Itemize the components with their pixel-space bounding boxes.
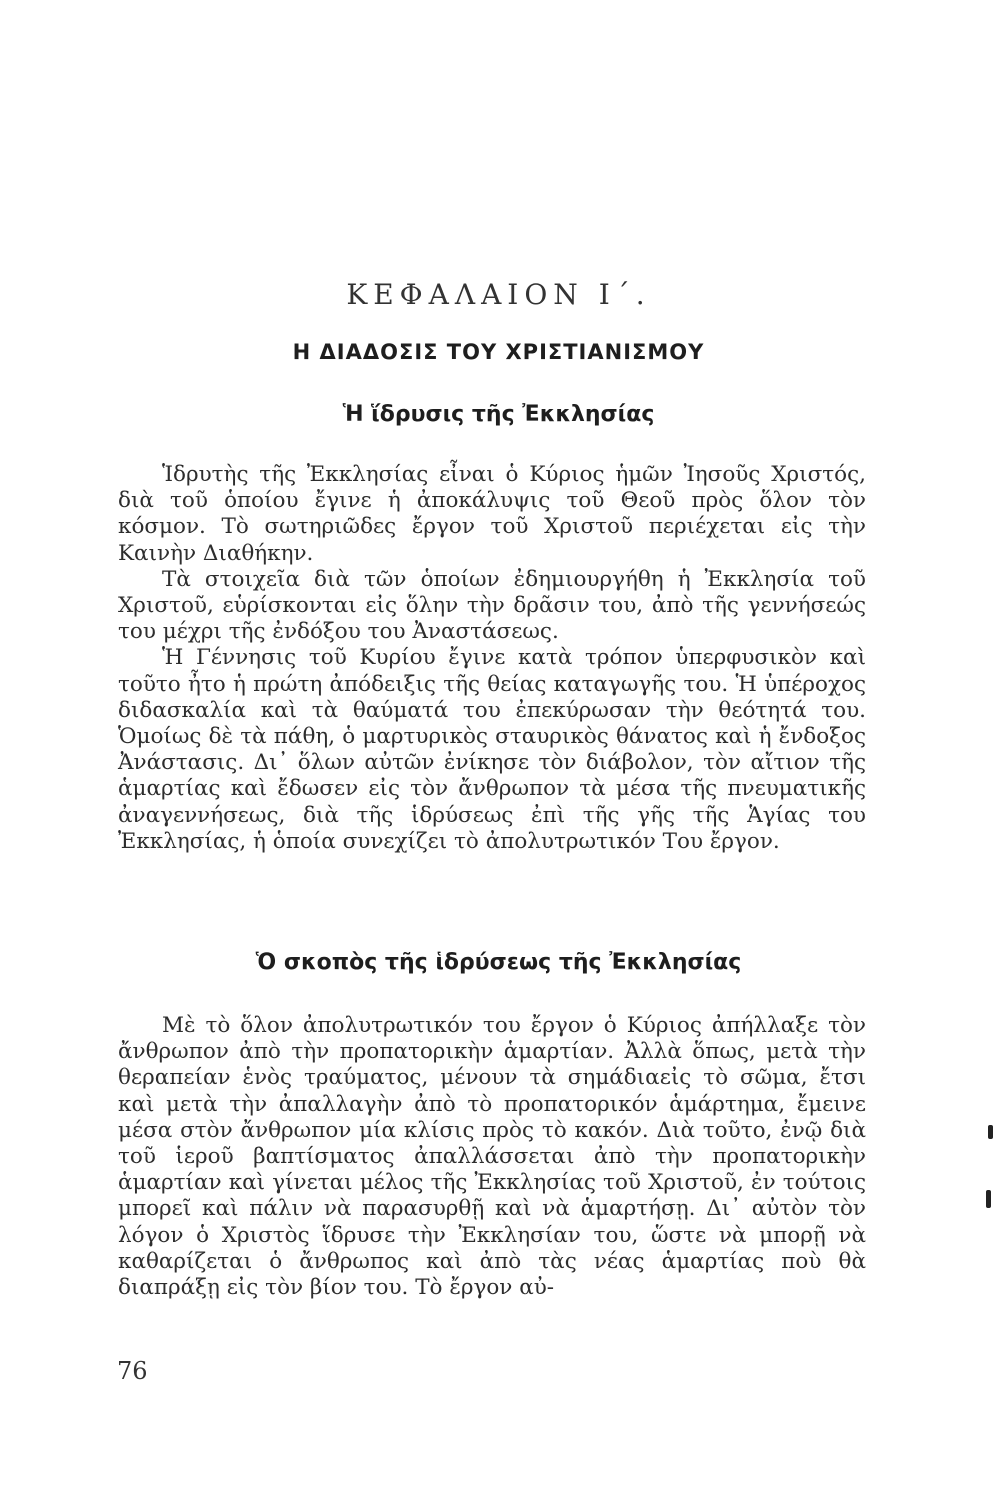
paragraph: Μὲ τὸ ὅλον ἀπολυτρωτικόν του ἔργον ὁ Κύριος ἀπήλλαξε τὸν ἄνθρωπον ἀπὸ τὴν προπατορικὴν ἁμαρτίαν. Ἀλλὰ ὅπως, μετὰ τὴν θεραπείαν ἑνὸς τραύματος, μένουν τὰ σημάδιαεἰς τὸ σῶμα, ἔτσι καὶ μετὰ τὴν ἀπαλλαγὴν ἀπὸ τὸ προπατορικόν ἁμάρτημα, ἔμεινε μέσα στὸν ἄνθρωπον μία κλίσις πρὸς τὸ κακόν. Διὰ τοῦτο, ἐνῷ διὰ τοῦ ἱεροῦ βαπτίσματος ἀπαλλάσσεται ἀπὸ τὴν προπατορικὴν ἁμαρτίαν καὶ γίνεται μέλος τῆς Ἐκκλησίας τοῦ Χριστοῦ, ἐν τούτοις μπορεῖ καὶ πάλιν νὰ παρασυρθῇ καὶ νὰ ἁμαρτήσῃ. Δι᾿ αὐτὸν τὸν λόγον ὁ Χριστὸς ἵδρυσε τὴν Ἐκκλησίαν του, ὥστε νὰ μπορῇ νὰ καθαρίζεται ὁ ἄνθρωπος καὶ ἀπὸ τὰς νέας ἁμαρτίας ποὺ θὰ διαπράξῃ εἰς τὸν βίον του. Τὸ ἔργον αὐ-: [118, 1013, 866, 1301]
scan-mark: [988, 1125, 993, 1139]
section-body: [118, 462, 866, 855]
section-heading: Ὁ σκοπὸς τῆς ἱδρύσεως τῆς Ἐκκλησίας: [255, 950, 742, 975]
paragraph: Ἱδρυτὴς τῆς Ἐκκλησίας εἶναι ὁ Κύριος ἡμῶν Ἰησοῦς Χριστός, διὰ τοῦ ὁποίου ἔγινε ἡ ἀποκάλυψις τοῦ Θεοῦ πρὸς ὅλον τὸν κόσμον. Τὸ σωτηριῶδες ἔργον τοῦ Χριστοῦ περιέχεται εἰς τὴν Καινὴν Διαθήκην.: [118, 462, 866, 566]
page-number: 76: [117, 1357, 148, 1385]
chapter-number: ΚΕΦΑΛΑΙΟΝ Ι΄.: [346, 278, 651, 311]
paragraph: Τὰ στοιχεῖα διὰ τῶν ὁποίων ἐδημιουργήθη ἡ Ἐκκλησία τοῦ Χριστοῦ, εὑρίσκονται εἰς ὅλην τὴν δρᾶσιν του, ἀπὸ τῆς γεννήσεώς του μέχρι τῆς ἐνδόξου του Ἀναστάσεως.: [118, 566, 866, 645]
section-heading: Ἡ ἵδρυσις τῆς Ἐκκλησίας: [342, 402, 655, 427]
chapter-title: Η ΔΙΑΔΟΣΙΣ ΤΟΥ ΧΡΙΣΤΙΑΝΙΣΜΟΥ: [292, 340, 705, 364]
section-body: [118, 1013, 866, 1301]
scan-mark: [986, 1190, 991, 1208]
paragraph: Ἡ Γέννησις τοῦ Κυρίου ἔγινε κατὰ τρόπον ὑπερφυσικὸν καὶ τοῦτο ἦτο ἡ πρώτη ἀπόδειξις τῆς θείας καταγωγῆς του. Ἡ ὑπέροχος διδασκαλία καὶ τὰ θαύματά του ἐπεκύρωσαν τὴν θεότητά του. Ὁμοίως δὲ τὰ πάθη, ὁ μαρτυρικὸς σταυρικὸς θάνατος καὶ ἡ ἔνδοξος Ἀνάστασις. Δι᾿ ὅλων αὐτῶν ἐνίκησε τὸν διάβολον, τὸν αἴτιον τῆς ἁμαρτίας καὶ ἔδωσεν εἰς τὸν ἄνθρωπον τὰ μέσα τῆς πνευματικῆς ἀναγεννήσεως, διὰ τῆς ἱδρύσεως ἐπὶ τῆς γῆς τῆς Ἁγίας του Ἐκκλησίας, ἡ ὁποία συνεχίζει τὸ ἀπολυτρωτικόν Του ἔργον.: [118, 645, 866, 854]
